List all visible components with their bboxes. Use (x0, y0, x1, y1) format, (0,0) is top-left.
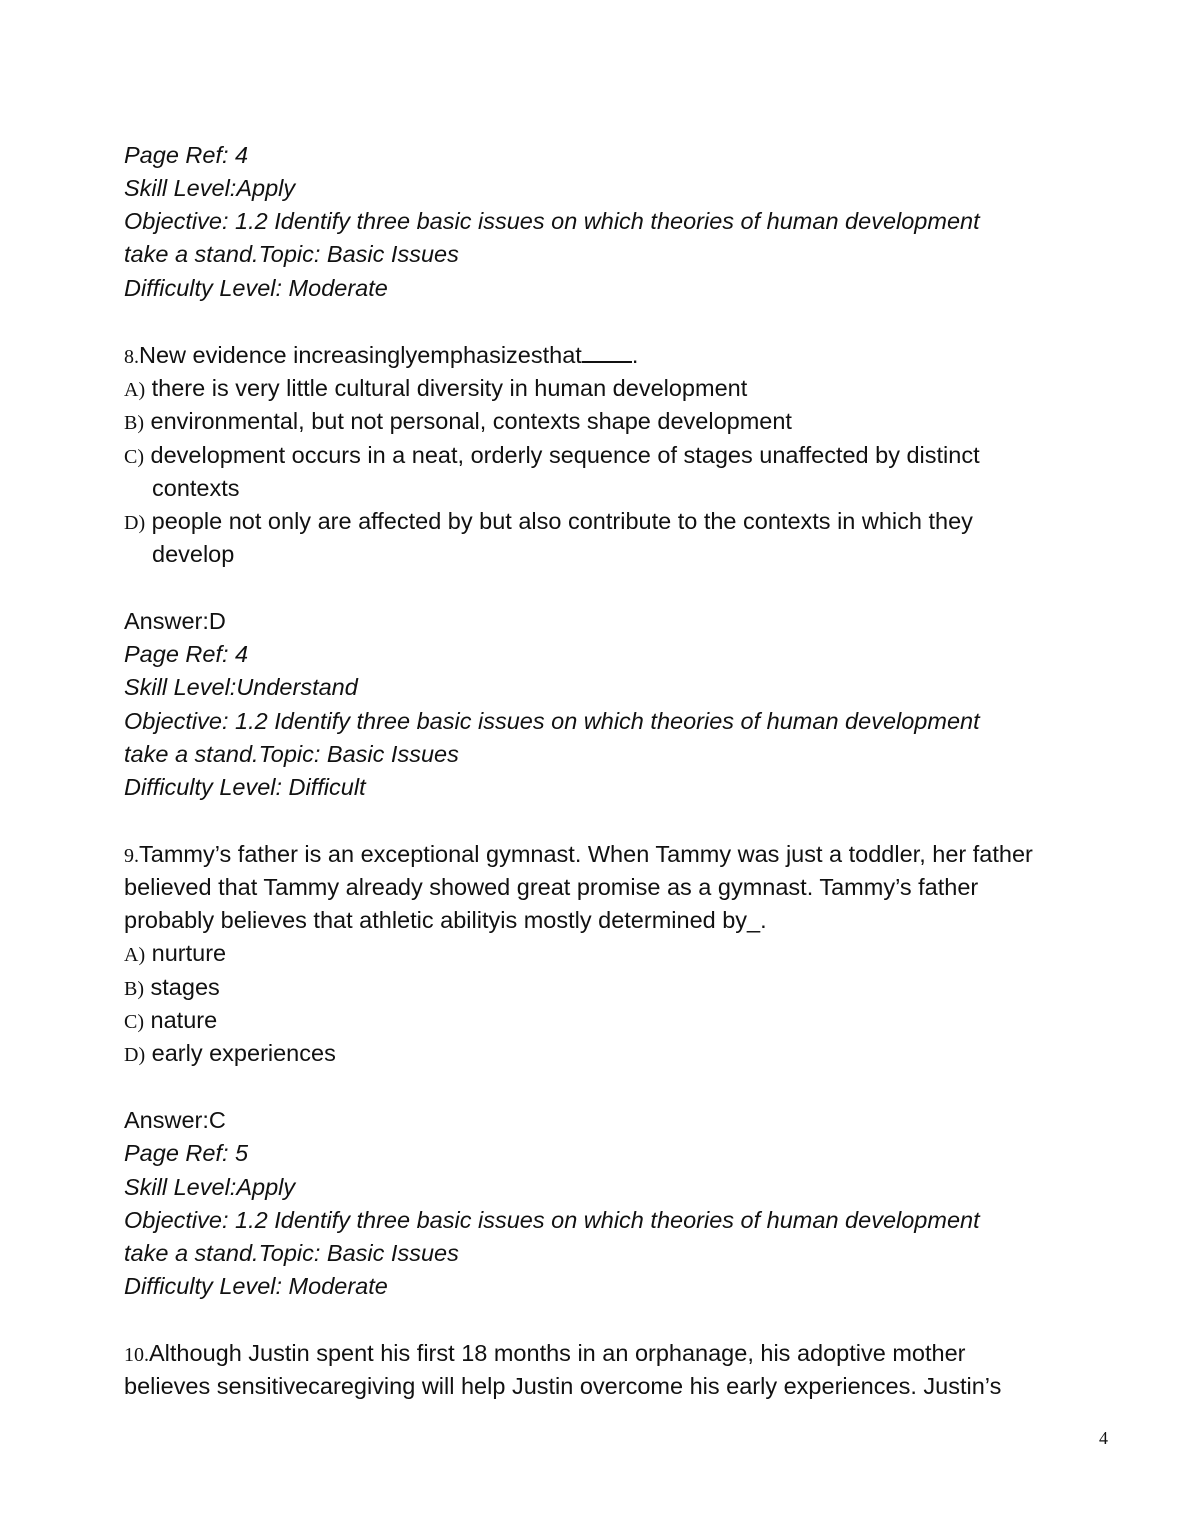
question-9-stem-line-2: believed that Tammy already showed great promise as a gymnast. Tammy’s father (124, 874, 979, 900)
question-9-stem-line-3: probably believes that athletic abilityis mostly determined by_. (124, 907, 767, 933)
page-ref: Page Ref: 5 (124, 1140, 249, 1166)
option-d: D) early experiences (124, 1040, 336, 1066)
option-c: C) development occurs in a neat, orderly sequence of stages unaffected by distinct (124, 442, 980, 468)
page-ref: Page Ref: 4 (124, 142, 249, 168)
answer: Answer:D (124, 608, 226, 634)
answer-blank (582, 339, 632, 363)
question-number: 8. (124, 346, 139, 368)
question-10-stem-line-2: believes sensitivecaregiving will help Justin overcome his early experiences. Justin’s (124, 1373, 1002, 1399)
question-10-stem-line-1: 10.Although Justin spent his first 18 months in an orphanage, his adoptive mother (124, 1340, 966, 1366)
objective-line-1: Objective: 1.2 Identify three basic issues on which theories of human development (124, 708, 980, 734)
question-number: 10. (124, 1344, 149, 1366)
objective-line-2: take a stand.Topic: Basic Issues (124, 241, 459, 267)
question-number: 9. (124, 845, 139, 867)
option-c: C) nature (124, 1007, 218, 1033)
option-b: B) environmental, but not personal, contexts shape development (124, 408, 792, 434)
objective-line-2: take a stand.Topic: Basic Issues (124, 1240, 459, 1266)
skill-level: Skill Level:Apply (124, 175, 296, 201)
skill-level: Skill Level:Understand (124, 674, 358, 700)
question-9-stem-line-1: 9.Tammy’s father is an exceptional gymnast. When Tammy was just a toddler, her father (124, 841, 1033, 867)
difficulty-level: Difficulty Level: Moderate (124, 1273, 388, 1299)
objective-line-1: Objective: 1.2 Identify three basic issues on which theories of human development (124, 208, 980, 234)
option-a: A) nurture (124, 940, 227, 966)
option-c-continued: contexts (152, 475, 240, 501)
objective-line-1: Objective: 1.2 Identify three basic issues on which theories of human development (124, 1207, 980, 1233)
option-a: A) there is very little cultural diversity in human development (124, 375, 748, 401)
skill-level: Skill Level:Apply (124, 1174, 296, 1200)
page-number: 4 (1099, 1428, 1108, 1448)
difficulty-level: Difficulty Level: Moderate (124, 275, 388, 301)
answer: Answer:C (124, 1107, 226, 1133)
question-8-stem: 8.New evidence increasinglyemphasizesthat . (124, 339, 638, 374)
objective-line-2: take a stand.Topic: Basic Issues (124, 741, 459, 767)
difficulty-level: Difficulty Level: Difficult (124, 774, 366, 800)
option-b: B) stages (124, 974, 220, 1000)
page-ref: Page Ref: 4 (124, 641, 249, 667)
option-d-continued: develop (152, 541, 235, 567)
option-d: D) people not only are affected by but also contribute to the contexts in which they (124, 508, 973, 534)
